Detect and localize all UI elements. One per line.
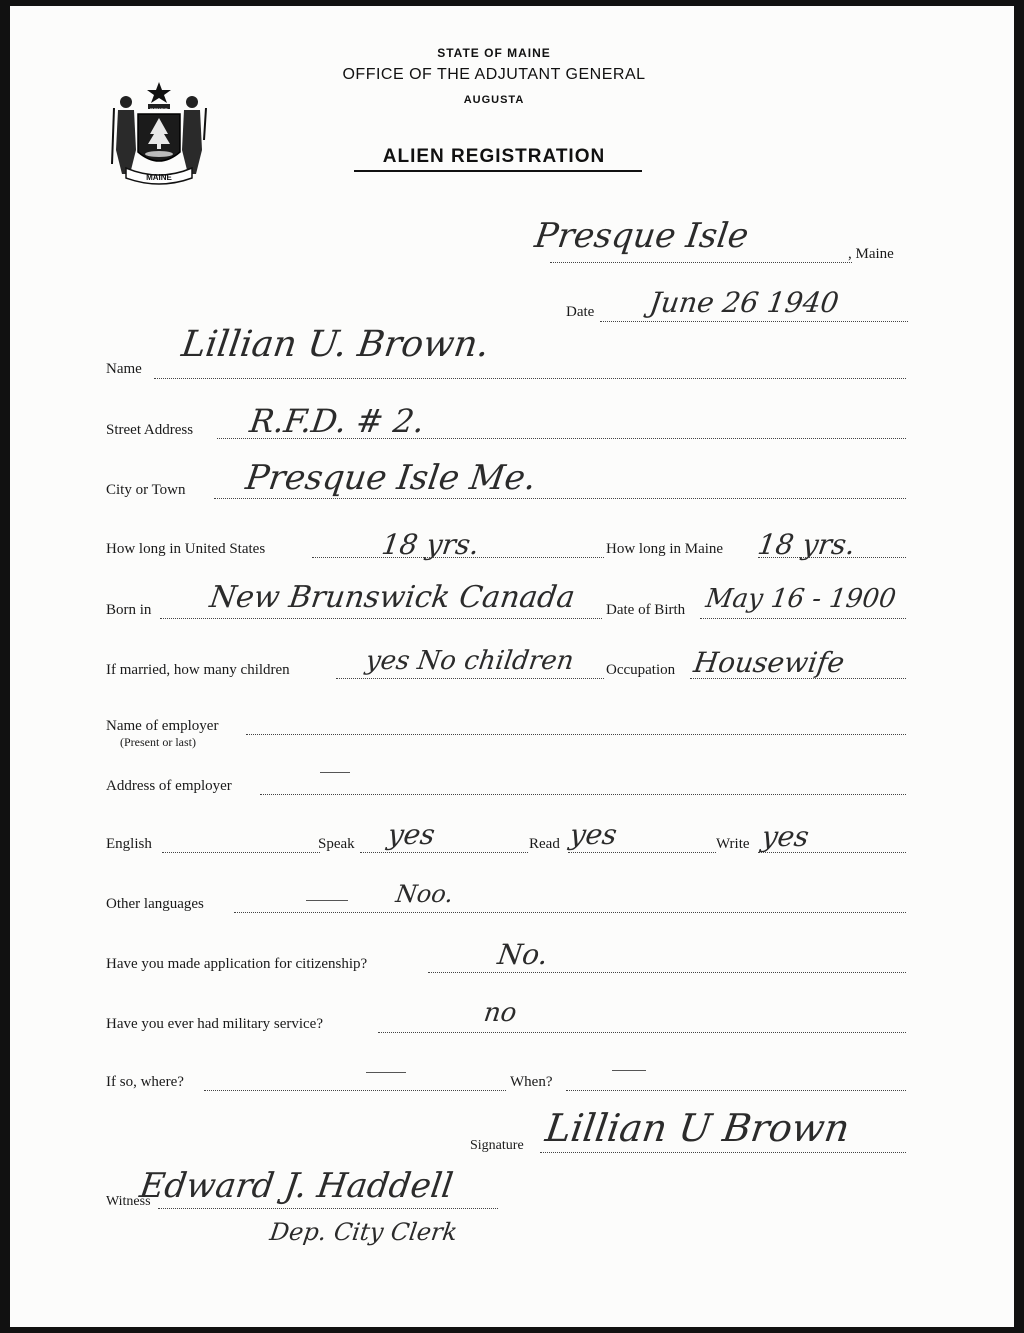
employer-address-dash	[320, 772, 350, 773]
place-suffix: , Maine	[848, 246, 894, 262]
city-label: City or Town	[106, 482, 186, 498]
name-value[interactable]: Lillian U. Brown.	[179, 324, 492, 365]
other-languages-label: Other languages	[106, 896, 204, 912]
occupation-label: Occupation	[606, 662, 676, 678]
witness-value[interactable]: Edward J. Haddell	[137, 1166, 456, 1206]
military-label: Have you ever had military service?	[106, 1016, 323, 1032]
married-line	[336, 678, 604, 679]
witness-title: Dep. City Clerk	[268, 1218, 460, 1246]
read-line	[568, 852, 716, 853]
office-heading: OFFICE OF THE ADJUTANT GENERAL	[342, 66, 646, 83]
witness-line	[158, 1208, 498, 1209]
employer-name-line	[246, 734, 906, 735]
dob-label: Date of Birth	[606, 602, 686, 618]
signature-value[interactable]: Lillian U Brown	[542, 1106, 853, 1150]
employer-address-line	[260, 794, 906, 795]
city-line	[214, 498, 906, 499]
born-in-line	[160, 618, 602, 619]
name-line	[154, 378, 906, 379]
signature-line	[540, 1152, 906, 1153]
date-label: Date	[566, 304, 595, 320]
state-heading: STATE OF MAINE	[437, 46, 551, 60]
where-label: If so, where?	[106, 1074, 184, 1090]
english-label: English	[106, 836, 152, 852]
military-value[interactable]: no	[481, 998, 519, 1028]
read-label: Read	[529, 836, 560, 852]
married-value[interactable]: yes No children	[363, 646, 576, 676]
how-long-us-label: How long in United States	[106, 541, 266, 557]
city-value[interactable]: Presque Isle Me.	[243, 458, 539, 498]
employer-name-label: Name of employer	[106, 718, 219, 734]
married-label: If married, how many children	[106, 662, 290, 678]
form-title: ALIEN REGISTRATION	[382, 146, 606, 167]
witness-label: Witness	[106, 1194, 151, 1209]
citizenship-value[interactable]: No.	[495, 938, 551, 971]
how-long-maine-label: How long in Maine	[606, 541, 724, 557]
how-long-us-value[interactable]: 18 yrs.	[379, 528, 482, 561]
other-languages-value[interactable]: Noo.	[394, 880, 456, 908]
signature-label: Signature	[470, 1138, 524, 1153]
citizenship-label: Have you made application for citizenship?	[106, 956, 368, 972]
english-line	[162, 852, 320, 853]
date-value[interactable]: June 26 1940	[647, 286, 841, 319]
registration-form	[10, 6, 1014, 1327]
born-in-label: Born in	[106, 602, 152, 618]
seal-motto: DIRIGO	[150, 108, 168, 114]
when-label: When?	[510, 1074, 553, 1090]
street-label: Street Address	[106, 422, 194, 438]
where-dash	[366, 1072, 406, 1073]
seal-banner: MAINE	[146, 173, 172, 182]
military-line	[378, 1032, 906, 1033]
employer-name-sublabel: (Present or last)	[120, 735, 196, 749]
place-line	[550, 262, 852, 263]
speak-label: Speak	[318, 836, 355, 852]
street-value[interactable]: R.F.D. # 2.	[247, 402, 427, 440]
title-underline	[354, 170, 642, 172]
write-label: Write	[716, 836, 750, 852]
name-label: Name	[106, 361, 142, 377]
born-in-value[interactable]: New Brunswick Canada	[207, 580, 578, 615]
city-heading: AUGUSTA	[463, 94, 525, 106]
other-languages-line	[234, 912, 906, 913]
other-languages-dash	[306, 900, 348, 901]
employer-address-label: Address of employer	[106, 778, 232, 794]
speak-line	[360, 852, 528, 853]
when-line	[566, 1090, 906, 1091]
write-value[interactable]: yes	[759, 820, 812, 853]
when-dash	[612, 1070, 646, 1071]
dob-line	[700, 618, 906, 619]
date-line	[600, 321, 908, 322]
occupation-value[interactable]: Housewife	[691, 646, 847, 679]
where-line	[204, 1090, 506, 1091]
how-long-maine-value[interactable]: 18 yrs.	[755, 528, 858, 561]
speak-value[interactable]: yes	[385, 818, 438, 851]
place-value[interactable]: Presque Isle	[532, 216, 751, 256]
citizenship-line	[428, 972, 906, 973]
dob-value[interactable]: May 16 - 1900	[703, 584, 898, 614]
read-value[interactable]: yes	[567, 818, 620, 851]
